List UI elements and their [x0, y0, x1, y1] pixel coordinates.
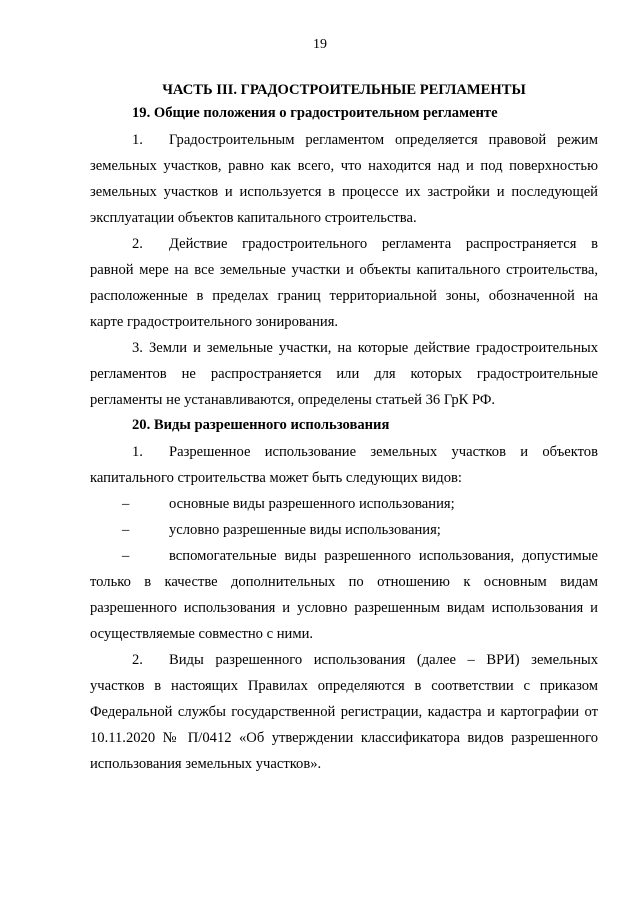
item-text: Действие градостроительного регламента распространяется в равной мере на все земельные участки и объекты капитального строительства, расположенные в пределах границ территориальной зоны, обозначенной на карте градостроительного зонирования.: [90, 236, 598, 330]
item-number: 2.: [132, 236, 143, 252]
dash-marker: –: [122, 522, 130, 538]
section-19-item-2: [90, 231, 598, 335]
list-item-text: условно разрешенные виды использования;: [169, 522, 441, 538]
section-19-item-3: 3. Земли и земельные участки, на которые действие градостроительных регламентов не распространяется или для которых градостроительные регламенты не устанавливаются, определены статьей 36 ГрК РФ.: [90, 340, 598, 408]
item-text: Виды разрешенного использования (далее – ВРИ) земельных участков в настоящих Правилах определяются в соответствии с приказом Федеральной службы государственной регистрации, кадастра и картографии от 10.11.2020 № П/0412 «Об утверждении классификатора видов разрешенного использования земельных участков».: [90, 652, 598, 772]
item-number: 1.: [132, 132, 143, 148]
section-20-title: 20. Виды разрешенного использования: [132, 417, 390, 433]
item-text: Градостроительным регламентом определяется правовой режим земельных участков, равно как всего, что находится над и под поверхностью земельных участков и используется в процессе их застройки и последующей эксплуатации объектов капитального строительства.: [90, 132, 598, 226]
item-number: 2.: [132, 652, 143, 668]
item-text: Разрешенное использование земельных участков и объектов капитального строительства может быть следующих видов:: [90, 444, 598, 486]
section-19-item-1: [90, 127, 598, 231]
list-item-text: вспомогательные виды разрешенного использования, допустимые только в качестве дополнительных по отношению к основным видам разрешенного использования и условно разрешенным видам использования и осуществляемые совместно с ними.: [90, 548, 598, 642]
list-item-text: основные виды разрешенного использования;: [169, 496, 455, 512]
part-title: ЧАСТЬ III. ГРАДОСТРОИТЕЛЬНЫЕ РЕГЛАМЕНТЫ: [162, 82, 526, 98]
dash-marker: –: [122, 548, 130, 564]
list-item: [90, 543, 598, 647]
section-20-item-2: [90, 647, 598, 777]
item-number: 1.: [132, 444, 143, 460]
dash-marker: –: [122, 496, 130, 512]
section-19-title: 19. Общие положения о градостроительном регламенте: [132, 105, 498, 121]
page-number: 19: [313, 37, 327, 52]
section-20-item-1: [90, 439, 598, 491]
